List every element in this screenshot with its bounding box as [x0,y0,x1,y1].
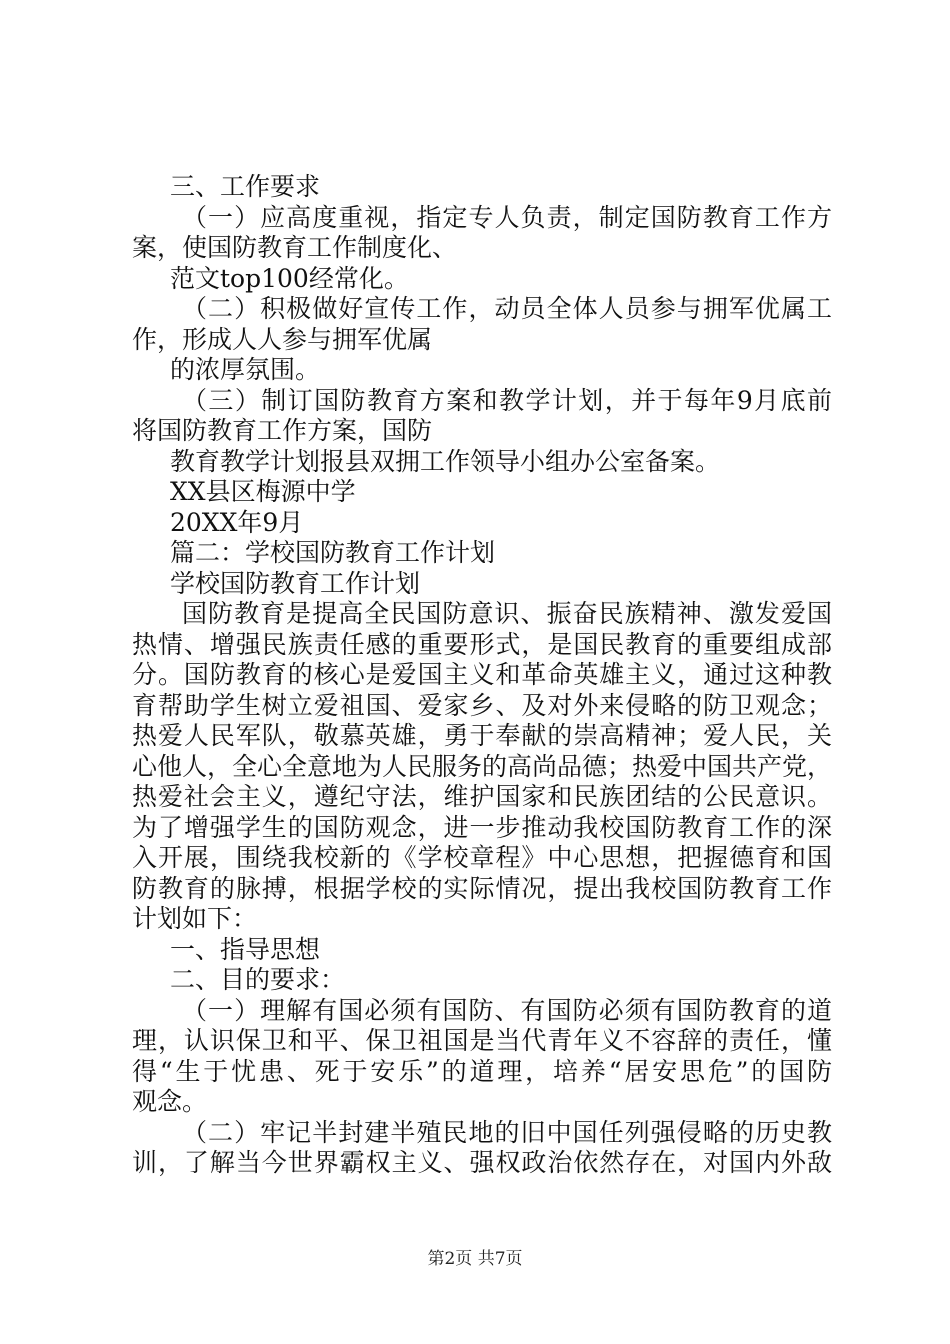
text-line: XX县区梅源中学 [170,477,356,506]
text-line: 观念。 [132,1087,208,1116]
text-line: 育帮助学生树立爱祖国、爱家乡、及对外来侵略的防卫观念； [132,690,832,720]
text-line: 一、指导思想 [170,934,321,964]
text-line: 篇二：学校国防教育工作计划 [170,538,496,567]
text-line: （一）应高度重视，指定专人负责，制定国防教育工作方 [182,202,832,232]
text-line: 作，形成人人参与拥军优属 [132,324,433,354]
text-line: 热情、增强民族责任感的重要形式，是国民教育的重要组成部 [132,629,832,659]
text-line: 国防教育是提高全民国防意识、振奋民族精神、激发爱国 [182,599,832,628]
text-line: （二）牢记半封建半殖民地的旧中国任列强侵略的历史教 [182,1117,832,1147]
text-line: 教育教学计划报县双拥工作领导小组办公室备案。 [170,446,721,476]
text-line: 20XX年9月 [170,507,304,537]
text-line: 学校国防教育工作计划 [170,568,421,598]
text-line: 防教育的脉搏，根据学校的实际情况，提出我校国防教育工作 [132,873,832,903]
text-line: 三、工作要求 [170,172,321,201]
page-footer: 第2页 共7页 [427,1249,523,1269]
text-line: 案，使国防教育工作制度化、 [132,233,458,262]
text-line: 的浓厚氛围。 [170,355,321,384]
text-line: （二）积极做好宣传工作，动员全体人员参与拥军优属工 [182,294,832,323]
text-line: （三）制订国防教育方案和教学计划，并于每年9月底前 [182,385,832,415]
text-line: 为了增强学生的国防观念，进一步推动我校国防教育工作的深 [132,812,832,842]
text-line: 将国防教育工作方案，国防 [132,416,433,445]
text-line: 热爱人民军队，敬慕英雄，勇于奉献的崇高精神；爱人民，关 [132,721,832,750]
text-line: 得“生于忧患、死于安乐”的道理，培养“居安思危”的国防 [132,1056,832,1086]
text-line: （一）理解有国必须有国防、有国防必须有国防教育的道 [182,995,832,1025]
text-line: 热爱社会主义，遵纪守法，维护国家和民族团结的公民意识。 [132,782,832,811]
text-line: 入开展，围绕我校新的《学校章程》中心思想，把握德育和国 [132,843,832,872]
text-line: 计划如下： [132,904,258,933]
text-line: 理，认识保卫和平、保卫祖国是当代青年义不容辞的责任，懂 [132,1026,832,1055]
text-line: 分。国防教育的核心是爱国主义和革命英雄主义，通过这种教 [132,660,832,689]
body-text [132,172,832,1179]
text-line: 心他人，全心全意地为人民服务的高尚品德；热爱中国共产党， [132,751,833,781]
text-line: 训，了解当今世界霸权主义、强权政治依然存在，对国内外敌 [132,1148,832,1177]
text-line: 二、目的要求： [170,965,346,994]
text-line: 范文top100经常化。 [170,263,409,293]
